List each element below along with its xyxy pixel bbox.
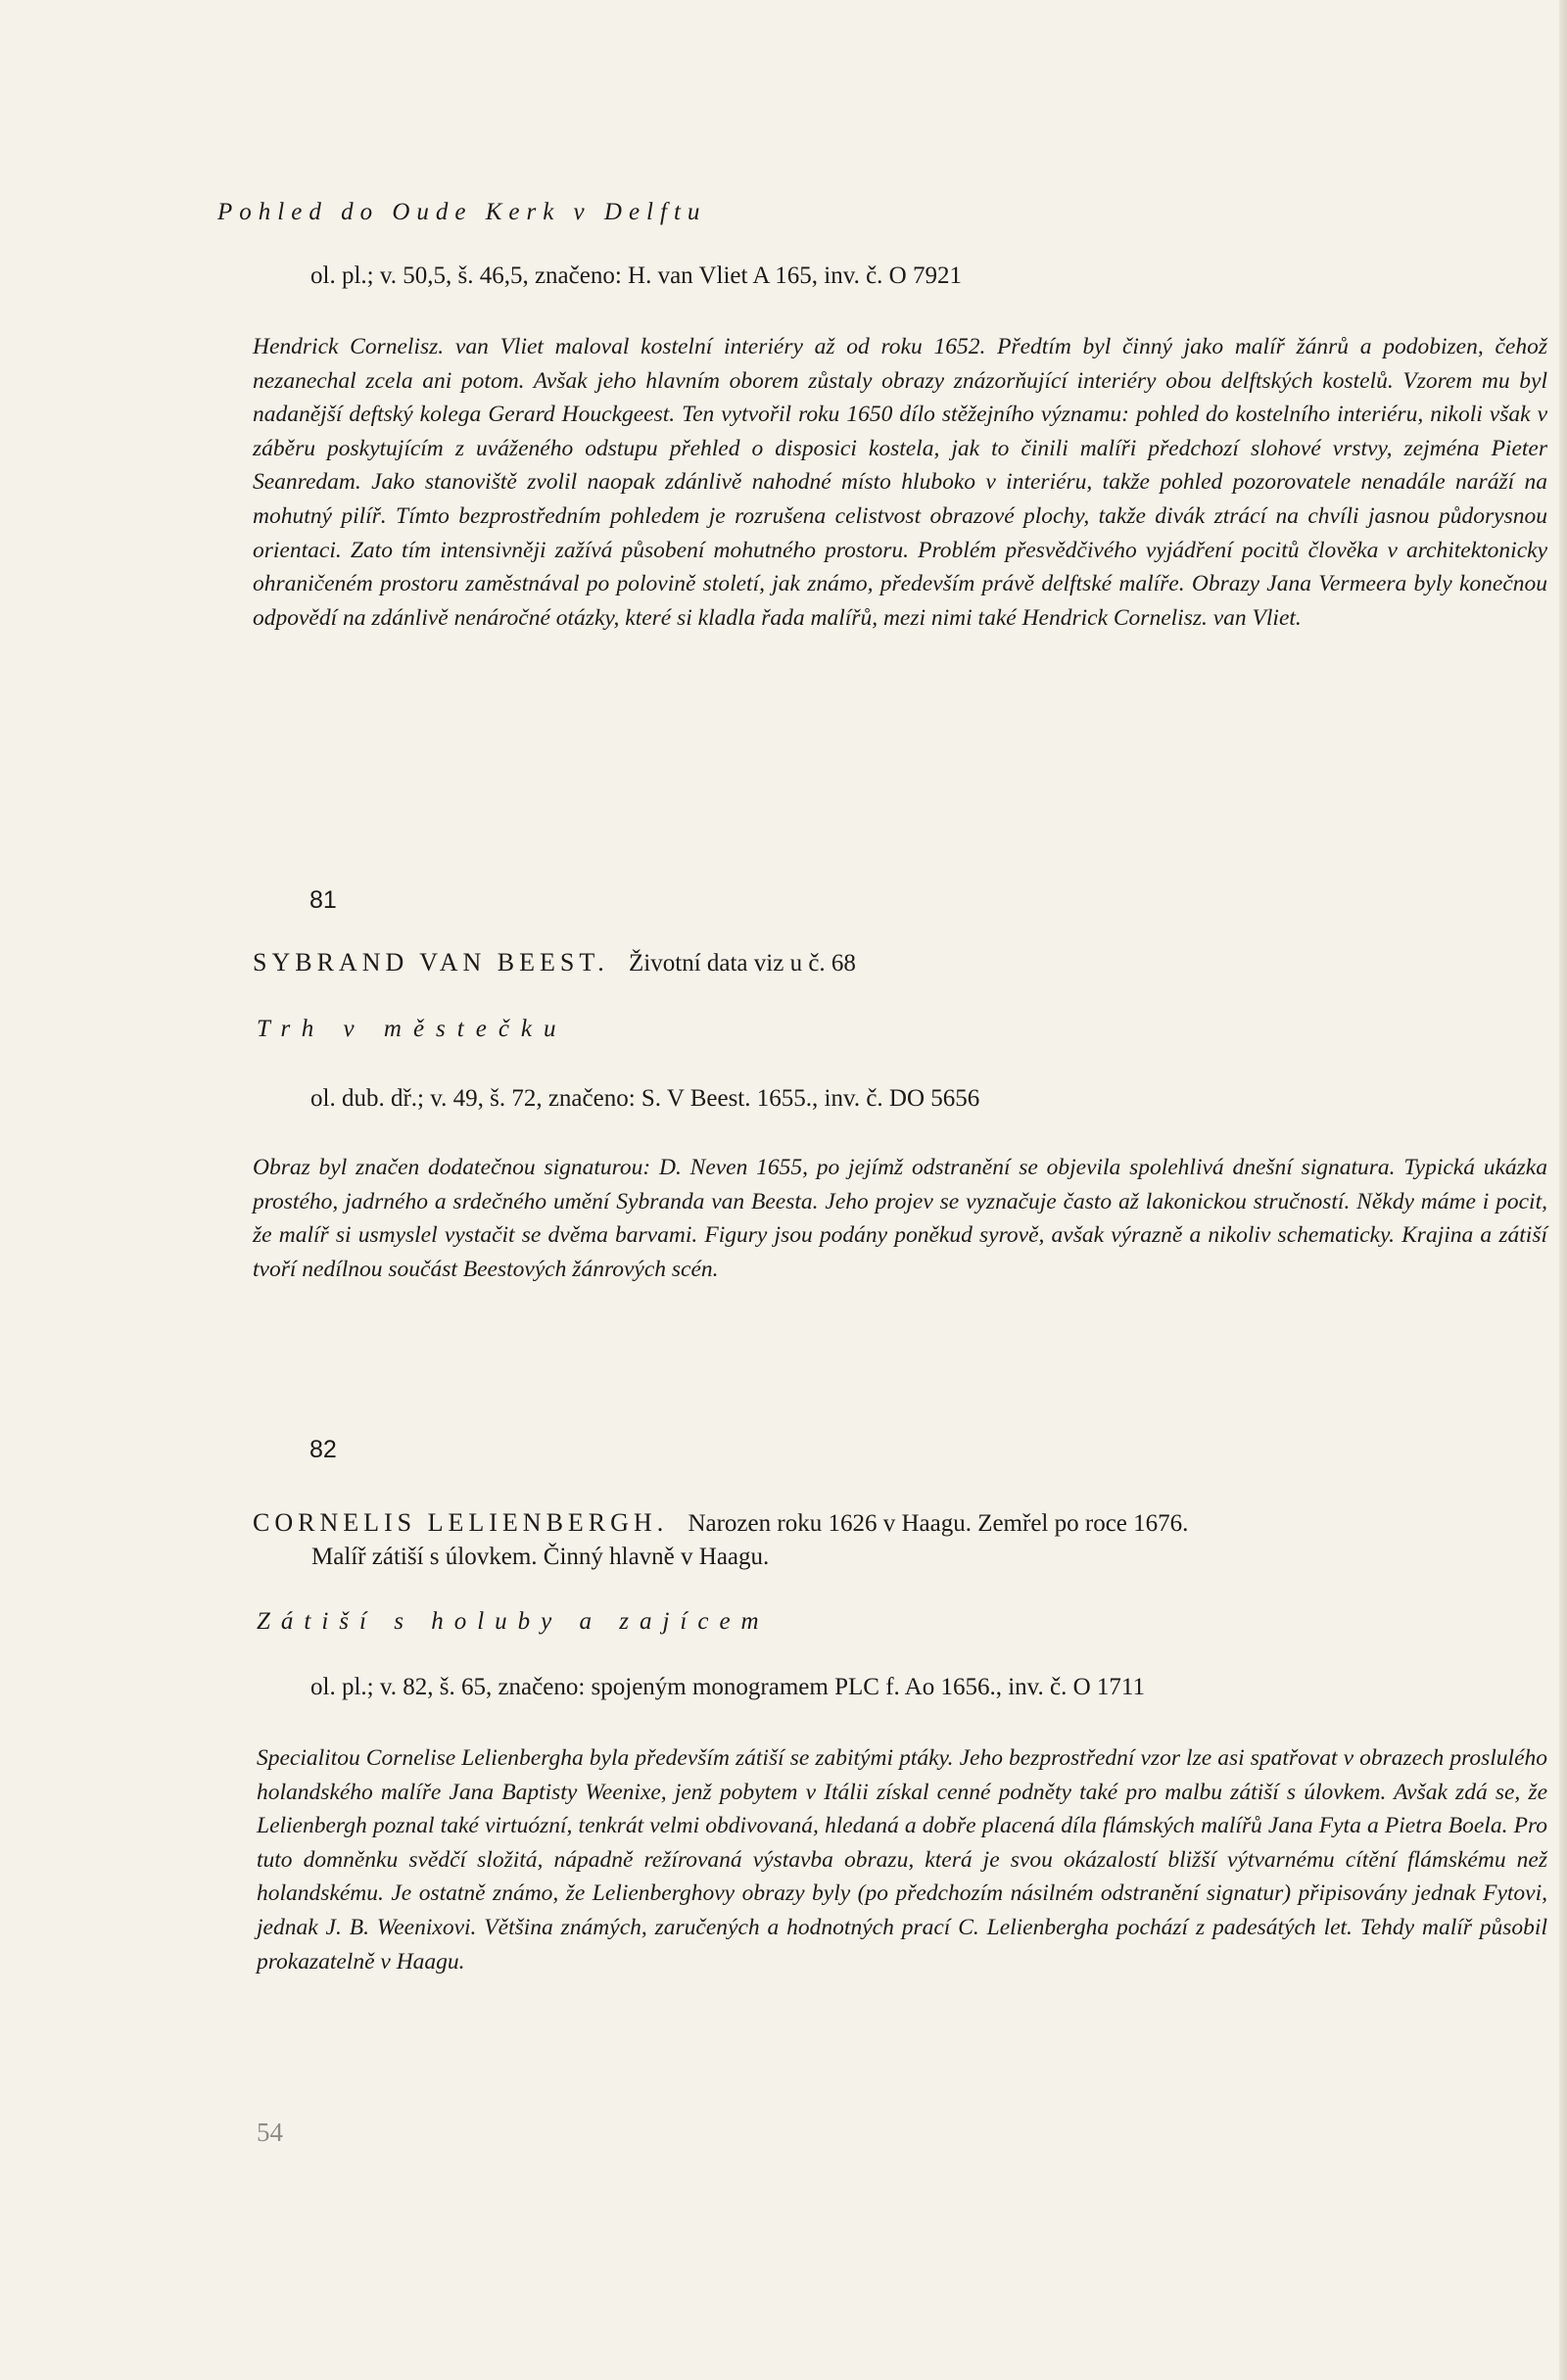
- entry-81-artist: SYBRAND VAN BEEST.: [253, 948, 609, 976]
- page-number: 54: [257, 2118, 283, 2147]
- entry-81-text: Obraz byl značen dodatečnou signaturou: D. Neven 1655, po jejímž odstranění se objevila spolehlivá dnešní signatura. Typická ukázka prostého, jadrného a srdečného umění Sybranda van Beesta. Jeho projev se vyznačuje často až lakonickou stručností. Někdy máme i pocit, že malíř si usmyslel vystačit se dvěma barvami. Figury jsou podány poněkud syrově, avšak výrazně a nikoliv schematicky. Krajina a zátiší tvoří nedílnou součást Beestových žánrových scén.: [253, 1155, 1547, 1282]
- entry-81-bio: Životní data viz u č. 68: [629, 950, 856, 976]
- entry-80-text: Hendrick Cornelisz. van Vliet maloval kostelní interiéry až od roku 1652. Předtím byl činný jako malíř žánrů a podobizen, čehož nezanechal zcela ani potom. Avšak jeho hlavním oborem zůstaly obrazy znázorňující interiéry obou delftských kostelů. Vzorem mu byl nadanější deftský kolega Gerard Houckgeest. Ten vytvořil roku 1650 dílo stěžejního významu: pohled do kostelního interiéru, nikoli však v záběru poskytujícím z uváženého odstupu přehled o disposici kostela, jak to činili malíři předchozí slohové vrstvy, zejména Pieter Seanredam. Jako stanoviště zvolil naopak zdánlivě nahodné místo hluboko v interiéru, takže pohled pozorovatele nenadále naráží na mohutný pilíř. Tímto bezprostředním pohledem je rozrušena celistvost obrazové plochy, takže divák ztrácí na chvíli jasnou půdorysnou orientaci. Zato tím intensivněji zažívá působení mohutného prostoru. Problém přesvědčivého vyjádření pocitů člověka v architektonicky ohraničeném prostoru zaměstnával po polovině století, jak známo, především právě delftské malíře. Obrazy Jana Vermeera byly konečnou odpovědí na zdánlivě nenáročné otázky, které si kladla řada malířů, mezi nimi také Hendrick Cornelisz. van Vliet.: [253, 334, 1547, 631]
- entry-82-bio-line1: Narozen roku 1626 v Haagu. Zemřel po roce 1676.: [688, 1510, 1189, 1537]
- entry-82-text: Specialitou Cornelise Lelienbergha byla především zátiší se zabitými ptáky. Jeho bezprostřední vzor lze asi spatřovat v obrazech proslulého holandského malíře Jana Baptisty Weenixe, jenž pobytem v Itálii získal cenné podněty také pro malbu zátiší s úlovkem. Avšak zdá se, že Lelienbergh poznal také virtuózní, tenkrát velmi obdivovaná, hledaná a dobře placená díla flámských malířů Jana Fyta a Pietra Boela. Pro tuto domněnku svědčí složitá, nápadně režírovaná výstavba obrazu, která je svou okázalostí bližší výtvarnému cítění flámskému než holandskému. Je ostatně známo, že Lelienberghovy obrazy byly (po předchozím násilném odstranění signatur) připisovány jednak Fytovi, jednak J. B. Weenixovi. Většina známých, zaručených a hodnotných prací C. Lelienbergha pochází z padesátých let. Tehdy malíř působil prokazatelně v Haagu.: [257, 1745, 1547, 1975]
- entry-81-number: 81: [309, 886, 337, 914]
- entry-82-number: 82: [309, 1436, 337, 1463]
- entry-80-title: Pohled do Oude Kerk v Delftu: [217, 199, 707, 225]
- entry-82-artist: CORNELIS LELIENBERGH.: [253, 1508, 669, 1537]
- entry-82-meta: ol. pl.; v. 82, š. 65, značeno: spojeným monogramem PLC f. Ao 1656., inv. č. O 1711: [310, 1674, 1145, 1700]
- entry-81-title: Trh v městečku: [257, 1016, 568, 1042]
- entry-82-title: Zátiší s holuby a zajícem: [257, 1608, 770, 1635]
- page-edge: [1559, 0, 1567, 2380]
- entry-81-heading: [253, 948, 856, 977]
- entry-82-bio-line2: Malíř zátiší s úlovkem. Činný hlavně v Haagu.: [311, 1544, 770, 1570]
- entry-82-heading: [253, 1508, 1188, 1538]
- entry-81-meta: ol. dub. dř.; v. 49, š. 72, značeno: S. V Beest. 1655., inv. č. DO 5656: [310, 1085, 980, 1112]
- entry-80-meta: ol. pl.; v. 50,5, š. 46,5, značeno: H. van Vliet A 165, inv. č. O 7921: [310, 262, 962, 289]
